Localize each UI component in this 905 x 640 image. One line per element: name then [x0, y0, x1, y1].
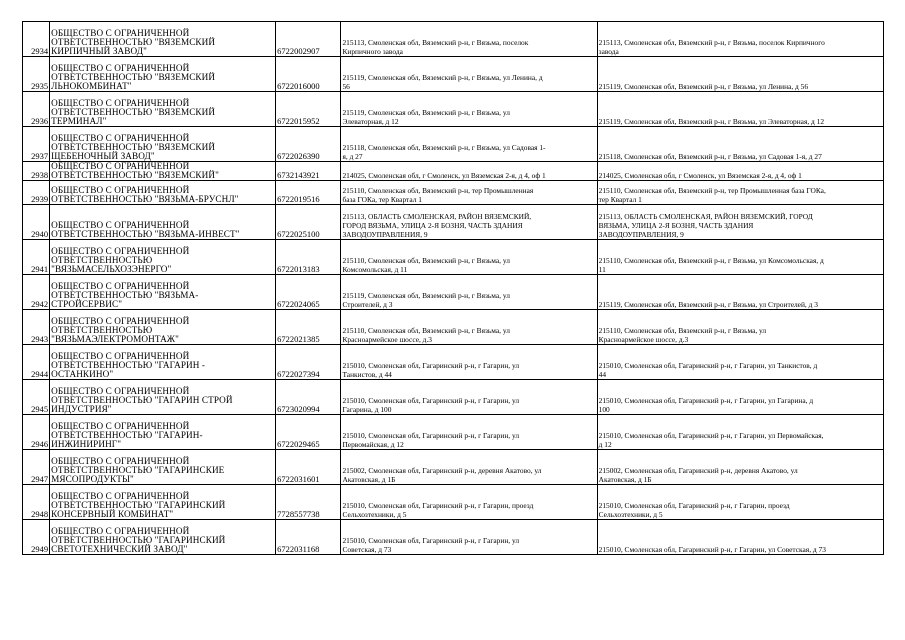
organization-name-cell: [50, 520, 276, 555]
table-row: [23, 162, 884, 181]
legal-address-cell: [341, 162, 597, 181]
actual-address-cell: [597, 181, 883, 205]
row-number-cell: [23, 162, 50, 181]
row-number-text: 2940: [31, 229, 49, 239]
actual-address-text: 215010, Смоленская обл, Гагаринский р-н, г Гагарин, ул Советская, д 73: [598, 545, 826, 554]
inn-cell: [276, 127, 341, 162]
row-number-text: 2936: [31, 116, 49, 126]
actual-address-text: 215119, Смоленская обл, Вяземский р-н, г Вязьма, ул Строителей, д 3: [598, 300, 818, 309]
table-row: [23, 205, 884, 240]
actual-address-cell: [597, 345, 883, 380]
actual-address-cell: [597, 310, 883, 345]
actual-address-cell: [597, 162, 883, 181]
actual-address-text: 215113, ОБЛАСТЬ СМОЛЕНСКАЯ, РАЙОН ВЯЗЕМСКИЙ, ГОРОД ВЯЗЬМА, УЛИЦА 2-Я БОЗНЯ, ЧАСТЬ ЗДАНИЯ ЗАВОДОУПРАВЛЕНИЯ, 9: [598, 212, 813, 239]
table-row: [23, 485, 884, 520]
inn-cell: [276, 345, 341, 380]
inn-cell: [276, 275, 341, 310]
inn-cell: [276, 240, 341, 275]
legal-address-text: 215113, ОБЛАСТЬ СМОЛЕНСКАЯ, РАЙОН ВЯЗЕМСКИЙ, ГОРОД ВЯЗЬМА, УЛИЦА 2-Я БОЗНЯ, ЧАСТЬ ЗДАНИЯ ЗАВОДОУПРАВЛЕНИЯ, 9: [342, 212, 532, 239]
actual-address-cell: [597, 520, 883, 555]
actual-address-text: 215010, Смоленская обл, Гагаринский р-н, г Гагарин, ул Танкистов, д 44: [598, 361, 818, 379]
inn-text: 6723020994: [277, 404, 320, 414]
table-row: [23, 380, 884, 415]
actual-address-cell: [597, 450, 883, 485]
actual-address-cell: [597, 485, 883, 520]
row-number-cell: [23, 415, 50, 450]
row-number-text: 2949: [31, 544, 49, 554]
row-number-text: 2945: [31, 404, 49, 414]
actual-address-text: 215110, Смоленская обл, Вяземский р-н, тер Промышленная база ГОКа, тер Квартал 1: [598, 186, 826, 204]
table-row: [23, 450, 884, 485]
organization-name-cell: [50, 450, 276, 485]
organization-name-cell: [50, 92, 276, 127]
inn-text: 6722021385: [277, 334, 320, 344]
organization-name-cell: [50, 345, 276, 380]
inn-text: 6722031168: [277, 544, 320, 554]
row-number-cell: [23, 520, 50, 555]
actual-address-text: 215110, Смоленская обл, Вяземский р-н, г Вязьма, ул Комсомольская, д 11: [598, 256, 824, 274]
inn-cell: [276, 485, 341, 520]
actual-address-text: 215113, Смоленская обл, Вяземский р-н, г Вязьма, поселок Кирпичного завода: [598, 38, 825, 56]
legal-address-text: 215110, Смоленская обл, Вяземский р-н, тер Промышленная база ГОКа, тер Квартал 1: [342, 186, 534, 204]
legal-address-text: 215010, Смоленская обл, Гагаринский р-н, г Гагарин, ул Первомайская, д 12: [342, 431, 520, 449]
row-number-text: 2948: [31, 509, 49, 519]
actual-address-text: 215119, Смоленская обл, Вяземский р-н, г Вязьма, ул Элеваторная, д 12: [598, 117, 825, 126]
table-row: [23, 127, 884, 162]
legal-address-cell: [341, 450, 597, 485]
table-row: [23, 345, 884, 380]
row-number-cell: [23, 275, 50, 310]
row-number-cell: [23, 240, 50, 275]
organization-name-text: ОБЩЕСТВО С ОГРАНИЧЕННОЙ ОТВЕТСТВЕННОСТЬЮ "ВЯЗЕМСКИЙ КИРПИЧНЫЙ ЗАВОД": [51, 28, 216, 56]
inn-text: 6722025100: [277, 229, 320, 239]
legal-address-text: 215010, Смоленская обл, Гагаринский р-н, г Гагарин, проезд Сельхозтехники, д 5: [342, 501, 534, 519]
inn-cell: [276, 310, 341, 345]
inn-cell: [276, 205, 341, 240]
table-row: [23, 415, 884, 450]
table-row: [23, 22, 884, 57]
actual-address-cell: [597, 415, 883, 450]
row-number-text: 2935: [31, 81, 49, 91]
inn-cell: [276, 92, 341, 127]
legal-address-text: 215010, Смоленская обл, Гагаринский р-н, г Гагарин, ул Танкистов, д 44: [342, 361, 520, 379]
legal-address-text: 215119, Смоленская обл, Вяземский р-н, г Вязьма, ул Элеваторная, д 12: [342, 108, 510, 126]
inn-cell: [276, 450, 341, 485]
inn-text: 6722024065: [277, 299, 320, 309]
legal-address-text: 215110, Смоленская обл, Вяземский р-н, г Вязьма, ул Красноармейское шоссе, д.3: [342, 326, 510, 344]
row-number-text: 2941: [31, 264, 49, 274]
actual-address-cell: [597, 275, 883, 310]
table-row: [23, 520, 884, 555]
actual-address-cell: [597, 205, 883, 240]
organization-name-cell: [50, 240, 276, 275]
organization-name-cell: [50, 22, 276, 57]
legal-address-cell: [341, 345, 597, 380]
row-number-text: 2946: [31, 439, 49, 449]
inn-text: 7728557738: [277, 509, 320, 519]
legal-address-text: 215110, Смоленская обл, Вяземский р-н, г Вязьма, ул Комсомольская, д 11: [342, 256, 510, 274]
row-number-cell: [23, 92, 50, 127]
actual-address-cell: [597, 127, 883, 162]
row-number-text: 2934: [31, 46, 49, 56]
organizations-table-body: [23, 22, 884, 555]
organization-name-text: ОБЩЕСТВО С ОГРАНИЧЕННОЙ ОТВЕТСТВЕННОСТЬЮ "ВЯЗЕМСКИЙ ТЕРМИНАЛ": [51, 98, 216, 126]
organization-name-cell: [50, 415, 276, 450]
inn-cell: [276, 520, 341, 555]
row-number-text: 2943: [31, 334, 49, 344]
actual-address-text: 215010, Смоленская обл, Гагаринский р-н, г Гагарин, проезд Сельхозтехники, д 5: [598, 501, 790, 519]
row-number-cell: [23, 485, 50, 520]
inn-text: 6722016000: [277, 81, 320, 91]
organization-name-cell: [50, 162, 276, 181]
inn-text: 6722019516: [277, 194, 320, 204]
legal-address-text: 215010, Смоленская обл, Гагаринский р-н, г Гагарин, ул Гагарина, д 100: [342, 396, 520, 414]
row-number-cell: [23, 205, 50, 240]
organizations-table: [22, 21, 884, 555]
inn-cell: [276, 415, 341, 450]
legal-address-text: 215113, Смоленская обл, Вяземский р-н, г Вязьма, поселок Кирпичного завода: [342, 38, 529, 56]
legal-address-text: 215119, Смоленская обл, Вяземский р-н, г Вязьма, ул Строителей, д 3: [342, 291, 510, 309]
table-row: [23, 310, 884, 345]
inn-text: 6722015952: [277, 116, 320, 126]
table-row: [23, 92, 884, 127]
row-number-cell: [23, 22, 50, 57]
legal-address-cell: [341, 310, 597, 345]
inn-text: 6722027394: [277, 369, 320, 379]
table-row: [23, 275, 884, 310]
actual-address-cell: [597, 92, 883, 127]
organization-name-text: ОБЩЕСТВО С ОГРАНИЧЕННОЙ ОТВЕТСТВЕННОСТЬЮ "ВЯЗЬМА-БРУСНЛ": [51, 185, 239, 204]
inn-cell: [276, 162, 341, 181]
inn-cell: [276, 181, 341, 205]
organization-name-cell: [50, 485, 276, 520]
legal-address-text: 214025, Смоленская обл, г Смоленск, ул Вяземская 2-я, д 4, оф 1: [342, 171, 546, 180]
row-number-cell: [23, 310, 50, 345]
inn-text: 6722031601: [277, 474, 320, 484]
row-number-cell: [23, 57, 50, 92]
organization-name-cell: [50, 275, 276, 310]
actual-address-cell: [597, 57, 883, 92]
organization-name-text: ОБЩЕСТВО С ОГРАНИЧЕННОЙ ОТВЕТСТВЕННОСТЬЮ "ВЯЗЬМАЭЛЕКТРОМОНТАЖ": [51, 316, 190, 344]
legal-address-text: 215002, Смоленская обл, Гагаринский р-н, деревня Акатово, ул Акатовская, д 1Б: [342, 466, 542, 484]
inn-text: 6722013183: [277, 264, 320, 274]
row-number-text: 2937: [31, 151, 49, 161]
organization-name-cell: [50, 181, 276, 205]
organization-name-cell: [50, 380, 276, 415]
legal-address-cell: [341, 181, 597, 205]
organization-name-text: ОБЩЕСТВО С ОГРАНИЧЕННОЙ ОТВЕТСТВЕННОСТЬЮ "ВЯЗЬМА-ИНВЕСТ": [51, 220, 240, 239]
organization-name-text: ОБЩЕСТВО С ОГРАНИЧЕННОЙ ОТВЕТСТВЕННОСТЬЮ "ВЯЗЕМСКИЙ": [51, 161, 219, 180]
organization-name-text: ОБЩЕСТВО С ОГРАНИЧЕННОЙ ОТВЕТСТВЕННОСТЬЮ "ВЯЗЬМА- СТРОЙСЕРВИС": [51, 281, 199, 309]
inn-text: 6722029465: [277, 439, 320, 449]
table-row: [23, 181, 884, 205]
organization-name-text: ОБЩЕСТВО С ОГРАНИЧЕННОЙ ОТВЕТСТВЕННОСТЬЮ "ГАГАРИН- ИНЖИНИРИНГ": [51, 421, 203, 449]
organization-name-text: ОБЩЕСТВО С ОГРАНИЧЕННОЙ ОТВЕТСТВЕННОСТЬЮ "ГАГАРИН - ОСТАНКИНО": [51, 351, 206, 379]
legal-address-text: 215119, Смоленская обл, Вяземский р-н, г Вязьма, ул Ленина, д 56: [342, 73, 543, 91]
legal-address-cell: [341, 205, 597, 240]
table-row: [23, 240, 884, 275]
legal-address-text: 215010, Смоленская обл, Гагаринский р-н, г Гагарин, ул Советская, д 73: [342, 536, 520, 554]
legal-address-cell: [341, 520, 597, 555]
inn-text: 6722002907: [277, 46, 320, 56]
actual-address-text: 215118, Смоленская обл, Вяземский р-н, г Вязьма, ул Садовая 1-я, д 27: [598, 152, 822, 161]
organization-name-text: ОБЩЕСТВО С ОГРАНИЧЕННОЙ ОТВЕТСТВЕННОСТЬЮ "ВЯЗЕМСКИЙ ЛЬНОКОМБИНАТ": [51, 63, 216, 91]
legal-address-cell: [341, 240, 597, 275]
inn-text: 6732143921: [277, 170, 320, 180]
legal-address-cell: [341, 127, 597, 162]
organization-name-cell: [50, 310, 276, 345]
legal-address-cell: [341, 275, 597, 310]
actual-address-text: 215010, Смоленская обл, Гагаринский р-н, г Гагарин, ул Первомайская, д 12: [598, 431, 824, 449]
row-number-cell: [23, 345, 50, 380]
legal-address-cell: [341, 415, 597, 450]
table-row: [23, 57, 884, 92]
actual-address-cell: [597, 240, 883, 275]
legal-address-cell: [341, 485, 597, 520]
actual-address-text: 214025, Смоленская обл, г Смоленск, ул Вяземская 2-я, д 4, оф 1: [598, 171, 802, 180]
legal-address-cell: [341, 57, 597, 92]
actual-address-text: 215119, Смоленская обл, Вяземский р-н, г Вязьма, ул Ленина, д 56: [598, 82, 809, 91]
actual-address-text: 215110, Смоленская обл, Вяземский р-н, г Вязьма, ул Красноармейское шоссе, д.3: [598, 326, 767, 344]
organization-name-text: ОБЩЕСТВО С ОГРАНИЧЕННОЙ ОТВЕТСТВЕННОСТЬЮ "ВЯЗЕМСКИЙ ЩЕБЕНОЧНЫЙ ЗАВОД": [51, 133, 216, 161]
legal-address-cell: [341, 92, 597, 127]
actual-address-cell: [597, 22, 883, 57]
organization-name-text: ОБЩЕСТВО С ОГРАНИЧЕННОЙ ОТВЕТСТВЕННОСТЬЮ "ГАГАРИНСКИЙ КОНСЕРВНЫЙ КОМБИНАТ": [51, 491, 226, 519]
organization-name-text: ОБЩЕСТВО С ОГРАНИЧЕННОЙ ОТВЕТСТВЕННОСТЬЮ "ГАГАРИНСКИЙ СВЕТОТЕХНИЧЕСКИЙ ЗАВОД": [51, 526, 226, 554]
inn-text: 6722026390: [277, 151, 320, 161]
legal-address-cell: [341, 380, 597, 415]
row-number-text: 2938: [31, 170, 49, 180]
organization-name-text: ОБЩЕСТВО С ОГРАНИЧЕННОЙ ОТВЕТСТВЕННОСТЬЮ "ВЯЗЬМАСЕЛЬХОЗЭНЕРГО": [51, 246, 190, 274]
actual-address-text: 215002, Смоленская обл, Гагаринский р-н, деревня Акатово, ул Акатовская, д 1Б: [598, 466, 798, 484]
row-number-cell: [23, 181, 50, 205]
row-number-cell: [23, 450, 50, 485]
row-number-text: 2939: [31, 194, 49, 204]
inn-cell: [276, 57, 341, 92]
actual-address-text: 215010, Смоленская обл, Гагаринский р-н, г Гагарин, ул Гагарина, д 100: [598, 396, 814, 414]
row-number-text: 2947: [31, 474, 49, 484]
row-number-text: 2942: [31, 299, 49, 309]
organization-name-cell: [50, 127, 276, 162]
actual-address-cell: [597, 380, 883, 415]
legal-address-text: 215118, Смоленская обл, Вяземский р-н, г Вязьма, ул Садовая 1- я, д 27: [342, 143, 546, 161]
organization-name-cell: [50, 57, 276, 92]
inn-cell: [276, 22, 341, 57]
inn-cell: [276, 380, 341, 415]
organization-name-text: ОБЩЕСТВО С ОГРАНИЧЕННОЙ ОТВЕТСТВЕННОСТЬЮ "ГАГАРИН СТРОЙ ИНДУСТРИЯ": [51, 386, 233, 414]
row-number-cell: [23, 380, 50, 415]
organization-name-text: ОБЩЕСТВО С ОГРАНИЧЕННОЙ ОТВЕТСТВЕННОСТЬЮ "ГАГАРИНСКИЕ МЯСОПРОДУКТЫ": [51, 456, 225, 484]
row-number-text: 2944: [31, 369, 49, 379]
row-number-cell: [23, 127, 50, 162]
legal-address-cell: [341, 22, 597, 57]
organization-name-cell: [50, 205, 276, 240]
